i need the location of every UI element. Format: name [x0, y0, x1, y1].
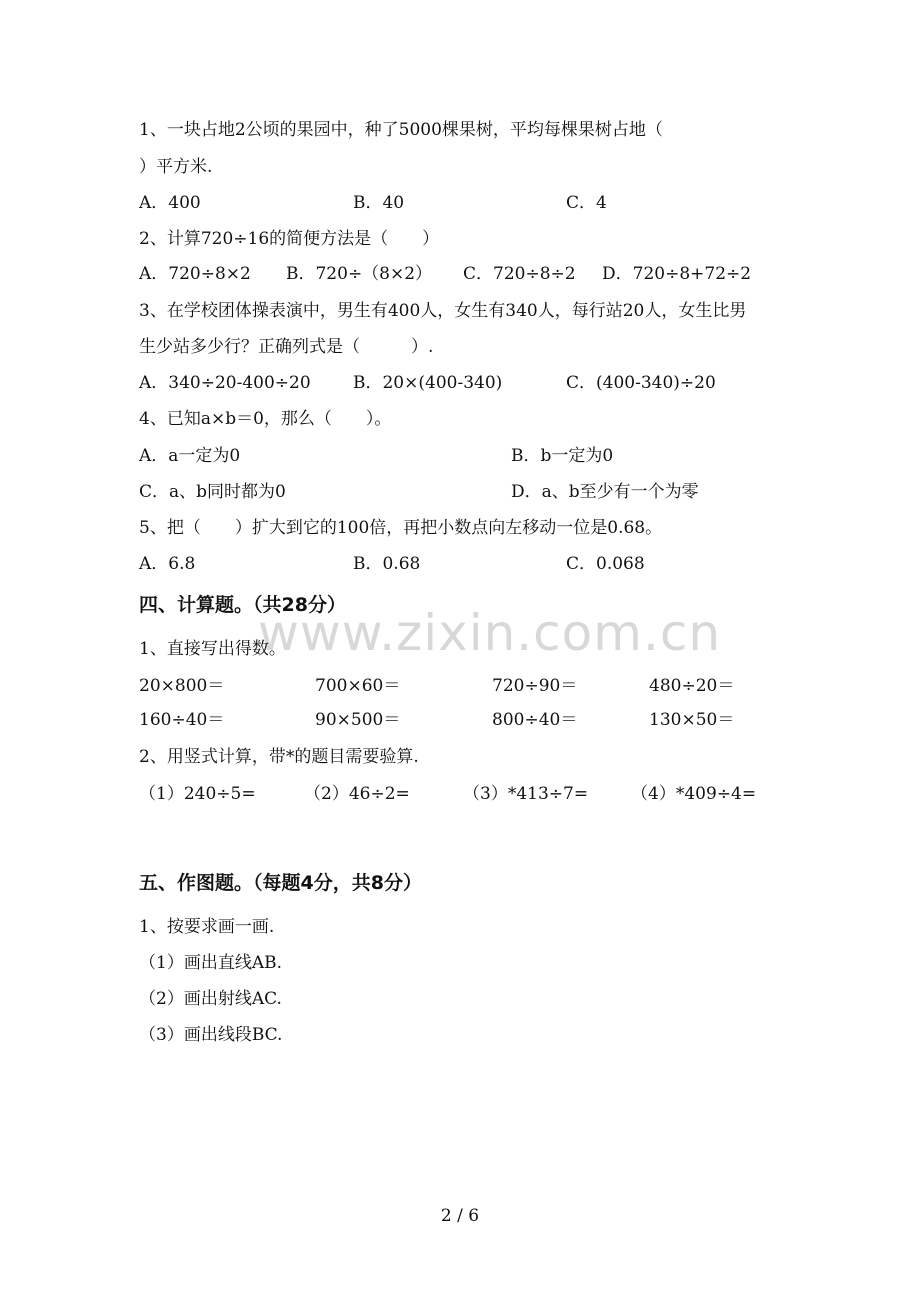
vertical-calc-3: （3）*413÷7=: [463, 784, 589, 804]
q3-option-c: C．(400-340)÷20: [566, 373, 716, 393]
section5-title: 五、作图题。（每题4分，共8分）: [139, 872, 422, 894]
q3-text-line2: 生少站多少行？正确列式是（ ）.: [139, 337, 434, 357]
q1-text-line1: 1、一块占地2公顷的果园中，种了5000棵果树，平均每棵果树占地（: [139, 120, 663, 140]
vertical-calc-4: （4）*409÷4=: [631, 784, 757, 804]
calc-7: 800÷40＝: [492, 710, 578, 730]
q5-option-a: A．6.8: [139, 554, 196, 574]
section4-item2: 2、用竖式计算，带*的题目需要验算.: [139, 747, 419, 767]
q2-option-d: D．720÷8+72÷2: [602, 264, 752, 284]
vertical-calc-2: （2）46÷2=: [304, 784, 410, 804]
calc-2: 700×60＝: [315, 676, 401, 696]
section5-sub1: （1）画出直线AB.: [139, 953, 282, 973]
q5-option-b: B．0.68: [353, 554, 421, 574]
calc-8: 130×50＝: [649, 710, 735, 730]
section5-item1: 1、按要求画一画.: [139, 917, 275, 937]
q2-option-b: B．720÷（8×2）: [286, 264, 433, 284]
q2-text: 2、计算720÷16的简便方法是（ ）: [139, 229, 440, 249]
calc-4: 480÷20＝: [649, 676, 735, 696]
page-number: 2 / 6: [440, 1206, 480, 1226]
vertical-calc-1: （1）240÷5=: [139, 784, 256, 804]
q4-option-b: B．b一定为0: [511, 446, 614, 466]
q5-text: 5、把（ ）扩大到它的100倍，再把小数点向左移动一位是0.68。: [139, 518, 663, 538]
section4-item1: 1、直接写出得数。: [139, 639, 286, 659]
q3-text-line1: 3、在学校团体操表演中，男生有400人，女生有340人，每行站20人，女生比男: [139, 301, 747, 321]
q4-option-a: A．a一定为0: [139, 446, 241, 466]
q1-text-line2: ）平方米.: [139, 157, 213, 177]
section5-sub2: （2）画出射线AC.: [139, 989, 282, 1009]
q1-option-c: C．4: [566, 193, 607, 213]
q2-option-a: A．720÷8×2: [139, 264, 251, 284]
q3-option-b: B．20×(400-340): [353, 373, 503, 393]
calc-5: 160÷40＝: [139, 710, 225, 730]
q4-text: 4、已知a×b＝0，那么（ ）。: [139, 409, 392, 429]
q1-option-a: A．400: [139, 193, 201, 213]
q3-option-a: A．340÷20-400÷20: [139, 373, 311, 393]
q1-option-b: B．40: [353, 193, 405, 213]
section4-title: 四、计算题。（共28分）: [139, 594, 346, 616]
q4-option-c: C．a、b同时都为0: [139, 482, 286, 502]
calc-1: 20×800＝: [139, 676, 225, 696]
calc-6: 90×500＝: [315, 710, 401, 730]
q4-option-d: D．a、b至少有一个为零: [511, 482, 699, 502]
watermark: www.zixin.com.cn: [258, 604, 722, 662]
section5-sub3: （3）画出线段BC.: [139, 1025, 283, 1045]
q2-option-c: C．720÷8÷2: [463, 264, 576, 284]
q5-option-c: C．0.068: [566, 554, 645, 574]
calc-3: 720÷90＝: [492, 676, 578, 696]
